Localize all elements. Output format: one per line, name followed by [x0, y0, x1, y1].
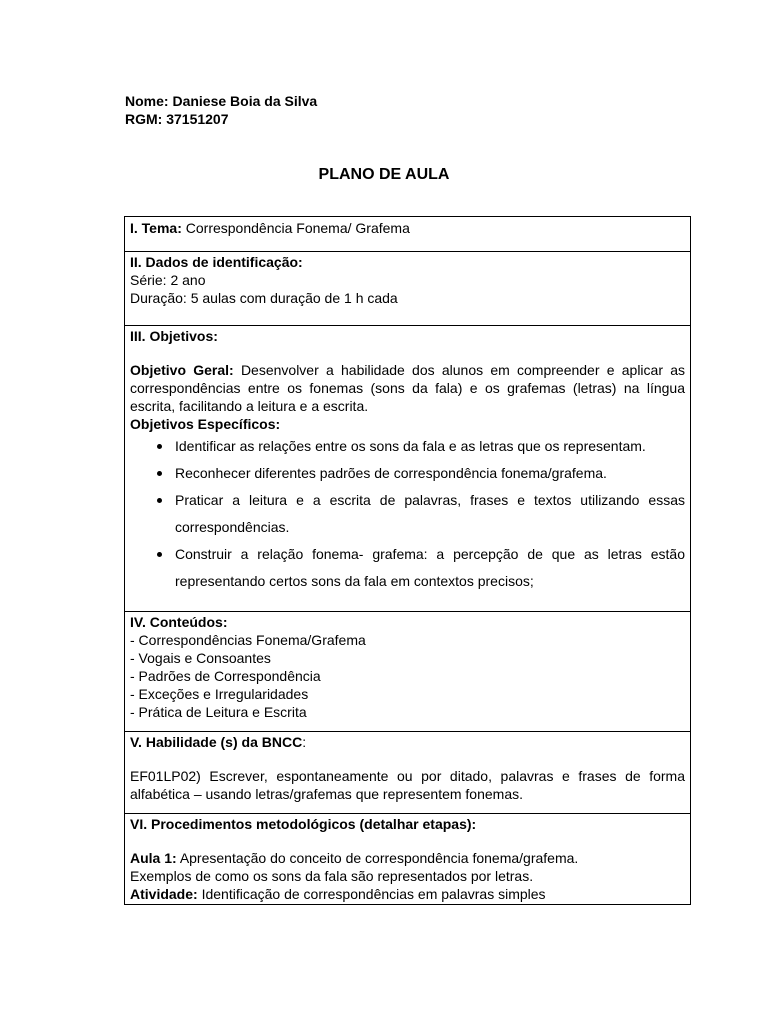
- row-conteudos: [125, 612, 691, 732]
- list-item: Reconhecer diferentes padrões de correspondência fonema/grafema.: [130, 460, 685, 487]
- atividade-label: Atividade:: [130, 886, 198, 902]
- name-line: [125, 92, 317, 110]
- lesson-plan-table: [124, 216, 691, 905]
- aula1-label: Aula 1:: [130, 850, 177, 866]
- row-objetivos: [125, 326, 691, 612]
- row-dados: [125, 252, 691, 326]
- row-procedimentos: [125, 814, 691, 905]
- cell-tema: [125, 217, 691, 252]
- list-item: - Vogais e Consoantes: [130, 650, 271, 666]
- tema-value: Correspondência Fonema/ Grafema: [185, 220, 410, 236]
- page-title: PLANO DE AULA: [318, 166, 450, 183]
- aula1-line: [130, 849, 685, 867]
- list-item: - Prática de Leitura e Escrita: [130, 704, 307, 720]
- habilidade-label: V. Habilidade (s) da BNCC: [130, 734, 303, 750]
- tema-label: I. Tema:: [130, 220, 182, 236]
- cell-dados: [125, 252, 691, 326]
- row-tema: [125, 217, 691, 252]
- atividade-line: [130, 885, 685, 903]
- atividade-text: Identificação de correspondências em palavras simples: [201, 886, 546, 902]
- dados-serie: Série: 2 ano: [130, 272, 206, 288]
- conteudos-label: IV. Conteúdos:: [130, 614, 228, 630]
- objetivos-especificos-list: [130, 433, 685, 595]
- rgm-value: 37151207: [166, 111, 229, 127]
- header-block: [125, 92, 317, 128]
- name-value: Daniese Boia da Silva: [172, 93, 318, 109]
- list-item: Praticar a leitura e a escrita de palavras, frases e textos utilizando essas correspondências.: [130, 487, 685, 541]
- list-item: Identificar as relações entre os sons da fala e as letras que os representam.: [130, 433, 685, 460]
- objetivos-label: III. Objetivos:: [130, 328, 218, 344]
- cell-conteudos: [125, 612, 691, 732]
- objetivo-geral-label: Objetivo Geral:: [130, 362, 234, 378]
- list-item: Construir a relação fonema- grafema: a percepção de que as letras estão representando certos sons da fala em contextos precisos;: [130, 541, 685, 595]
- list-item: - Exceções e Irregularidades: [130, 686, 309, 702]
- rgm-line: [125, 110, 317, 128]
- habilidade-colon: :: [302, 734, 307, 750]
- objetivos-especificos-label: Objetivos Específicos:: [130, 416, 281, 432]
- rgm-label: RGM:: [125, 111, 163, 127]
- procedimentos-label: VI. Procedimentos metodológicos (detalhar etapas):: [130, 816, 477, 832]
- objetivo-geral: [130, 361, 685, 415]
- objetivo-geral-text: Desenvolver a habilidade dos alunos em compreender e aplicar as correspondências entre os fonemas (sons da fala) e os grafemas (letras) na língua escrita, facilitando a leitura e a escrita.: [130, 362, 685, 414]
- habilidade-text: EF01LP02) Escrever, espontaneamente ou por ditado, palavras e frases de forma alfabética – usando letras/grafemas que representem fonemas.: [130, 768, 685, 802]
- dados-label: II. Dados de identificação:: [130, 254, 303, 270]
- name-label: Nome:: [125, 93, 169, 109]
- row-habilidade: [125, 732, 691, 814]
- cell-habilidade: [125, 732, 691, 814]
- dados-duracao: Duração: 5 aulas com duração de 1 h cada: [130, 290, 398, 306]
- aula1-text2: Exemplos de como os sons da fala são representados por letras.: [130, 868, 534, 884]
- aula1-text: Apresentação do conceito de correspondência fonema/grafema.: [179, 850, 579, 866]
- list-item: - Correspondências Fonema/Grafema: [130, 632, 366, 648]
- cell-procedimentos: [125, 814, 691, 905]
- cell-objetivos: [125, 326, 691, 612]
- list-item: - Padrões de Correspondência: [130, 668, 321, 684]
- habilidade-heading: [130, 733, 685, 751]
